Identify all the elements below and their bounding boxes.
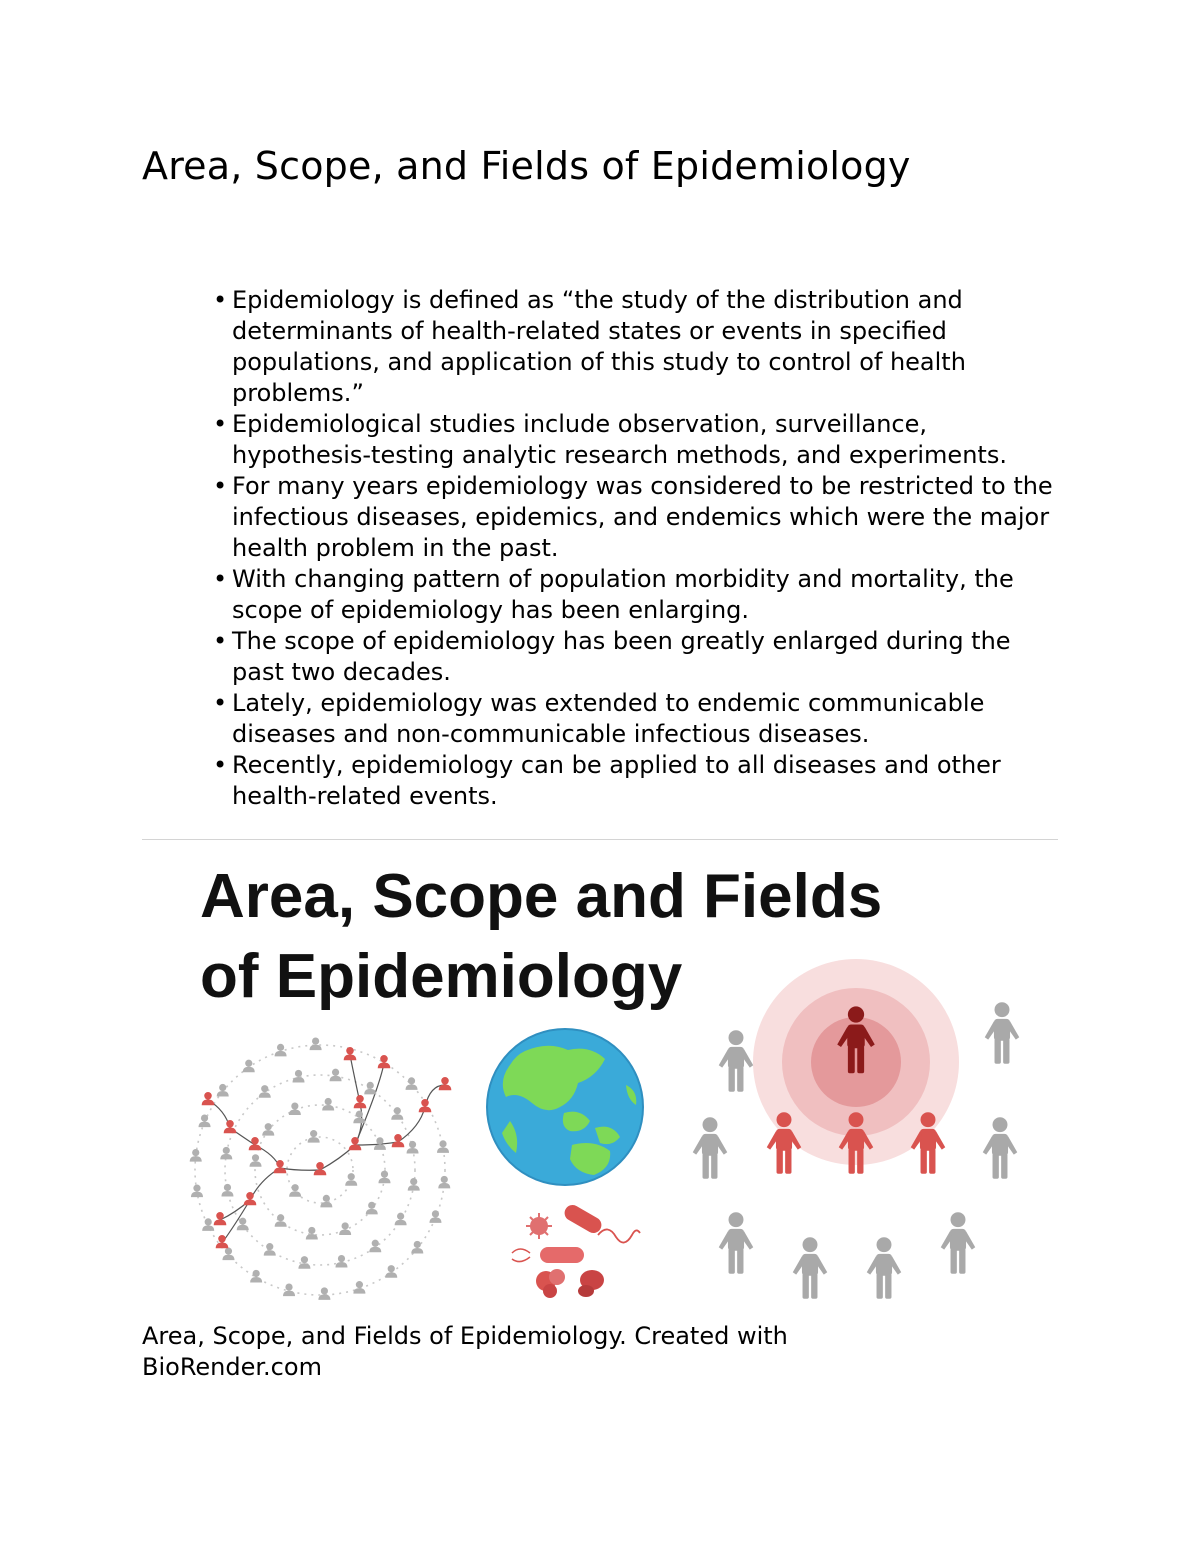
person-icon	[320, 1195, 332, 1208]
person-icon	[199, 1115, 211, 1128]
outbreak-people-icon	[693, 959, 1020, 1299]
person-icon	[349, 1137, 362, 1150]
person-icon	[693, 1117, 728, 1179]
bullet-item: • Recently, epidemiology can be applied to all diseases and other health-related events.	[195, 750, 1065, 812]
person-icon	[224, 1120, 237, 1133]
bullet-item: • For many years epidemiology was considered to be restricted to the infectious diseases, epidemics, and endemics which were the major health problem in the past.	[195, 471, 1065, 564]
person-icon	[330, 1069, 342, 1082]
bullet-item: • The scope of epidemiology has been greatly enlarged during the past two decades.	[195, 626, 1065, 688]
person-icon	[407, 1141, 419, 1154]
person-icon	[306, 1227, 318, 1240]
figure-caption: Area, Scope, and Fields of Epidemiology. Created with BioRender.com	[142, 1322, 788, 1381]
person-icon	[353, 1281, 365, 1294]
person-icon	[438, 1176, 450, 1189]
person-icon	[429, 1210, 441, 1223]
person-icon	[353, 1111, 365, 1124]
person-icon	[250, 1270, 262, 1283]
microbes-icon	[512, 1202, 640, 1298]
person-icon	[314, 1162, 327, 1175]
person-icon	[308, 1130, 320, 1143]
section-divider	[142, 839, 1058, 840]
figure-heading-line1: Area, Scope and Fields	[200, 862, 883, 931]
page-title: Area, Scope, and Fields of Epidemiology	[142, 144, 911, 188]
person-icon	[345, 1173, 357, 1186]
person-icon	[378, 1055, 391, 1068]
globe-icon	[487, 1029, 643, 1185]
bullet-item: • Epidemiological studies include observation, surveillance, hypothesis-testing analytic research methods, and experiments.	[195, 409, 1065, 471]
person-icon	[202, 1092, 215, 1105]
person-icon	[395, 1213, 407, 1226]
person-icon	[437, 1140, 449, 1153]
person-icon	[190, 1149, 202, 1162]
person-icon	[369, 1240, 381, 1253]
person-icon	[335, 1255, 347, 1268]
person-icon	[264, 1243, 276, 1256]
person-icon	[385, 1265, 397, 1278]
bullet-item: • With changing pattern of population morbidity and mortality, the scope of epidemiology has been enlarging.	[195, 564, 1065, 626]
person-icon	[318, 1287, 330, 1300]
bullet-item: • Lately, epidemiology was extended to endemic communicable diseases and non-communicable infectious diseases.	[195, 688, 1065, 750]
person-icon	[985, 1002, 1020, 1064]
person-icon	[293, 1070, 305, 1083]
person-icon	[364, 1082, 376, 1095]
person-icon	[259, 1085, 271, 1098]
person-icon	[419, 1099, 432, 1112]
illustration-figure	[180, 845, 1060, 1315]
person-icon	[793, 1237, 828, 1299]
person-icon	[378, 1171, 390, 1184]
person-icon	[221, 1184, 233, 1197]
figure-heading-line2: of Epidemiology	[200, 942, 683, 1011]
bullet-item: • Epidemiology is defined as “the study of the distribution and determinants of health-related states or events in specified populations, and application of this study to control of health problems.”	[195, 285, 1065, 409]
contact-network-icon	[190, 1037, 452, 1299]
person-icon	[310, 1037, 322, 1050]
person-icon	[408, 1178, 420, 1191]
person-icon	[289, 1102, 301, 1115]
person-icon	[243, 1060, 255, 1073]
person-icon	[249, 1137, 262, 1150]
bullet-list	[195, 285, 1065, 812]
person-icon	[220, 1147, 232, 1160]
person-icon	[719, 1212, 754, 1274]
person-icon	[439, 1077, 452, 1090]
person-icon	[391, 1107, 403, 1120]
person-icon	[867, 1237, 902, 1299]
person-icon	[191, 1185, 203, 1198]
person-icon	[289, 1184, 301, 1197]
person-icon	[322, 1098, 334, 1111]
person-icon	[250, 1154, 262, 1167]
person-icon	[406, 1077, 418, 1090]
person-icon	[941, 1212, 976, 1274]
person-icon	[719, 1030, 754, 1092]
person-icon	[244, 1192, 257, 1205]
person-icon	[222, 1248, 234, 1261]
person-icon	[983, 1117, 1018, 1179]
person-icon	[392, 1134, 405, 1147]
person-icon	[214, 1212, 227, 1225]
person-icon	[274, 1160, 287, 1173]
person-icon	[354, 1095, 367, 1108]
person-icon	[202, 1218, 214, 1231]
person-icon	[275, 1214, 287, 1227]
illustration-canvas	[180, 845, 1060, 1315]
